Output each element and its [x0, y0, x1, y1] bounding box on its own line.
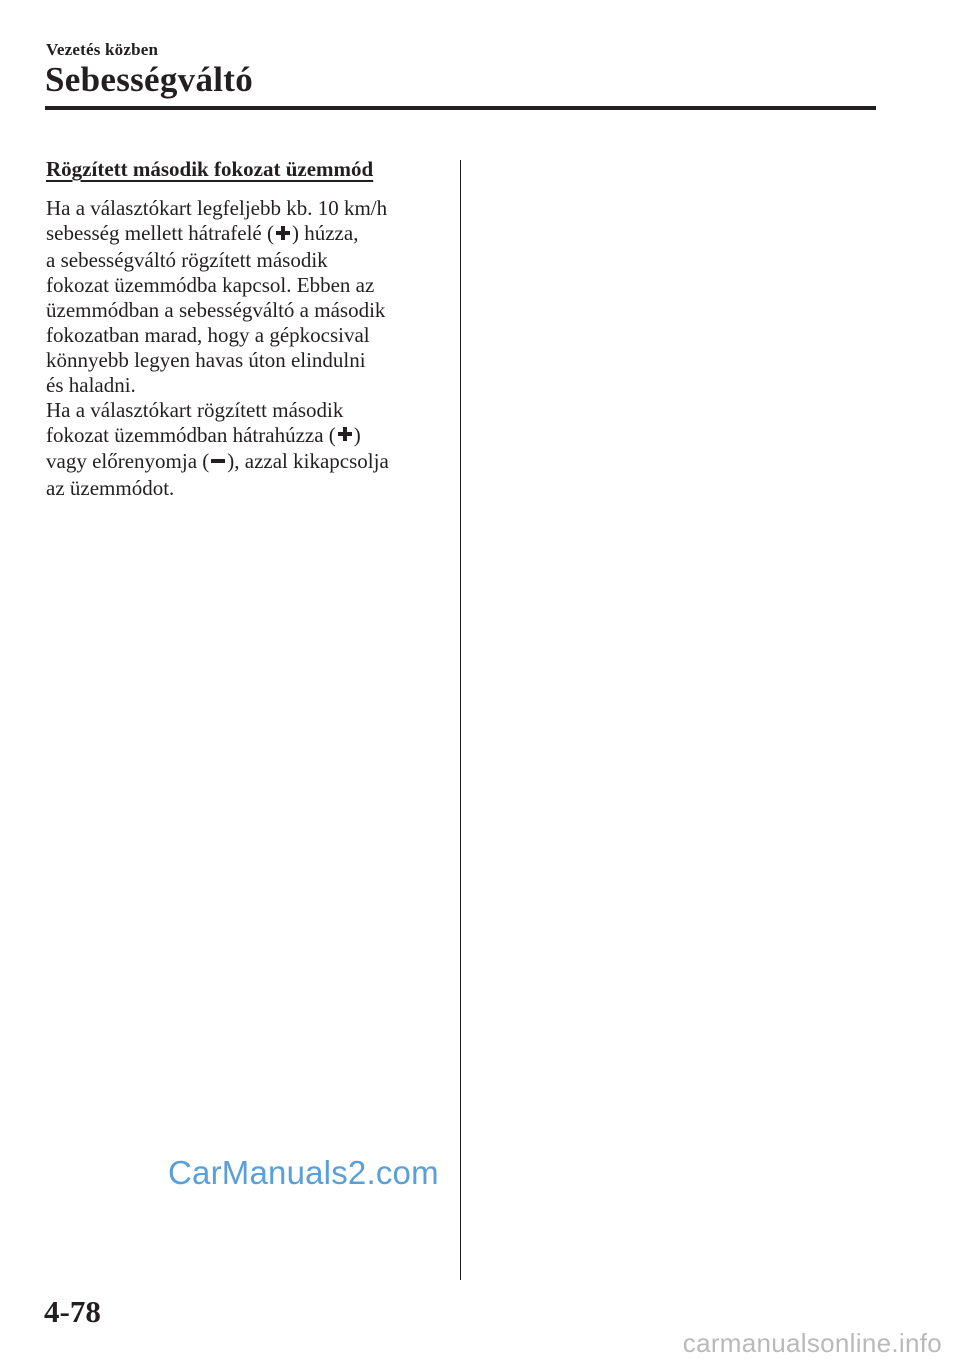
- chapter-title: Sebességváltó: [45, 60, 254, 99]
- line-text: vagy előrenyomja (: [46, 449, 210, 474]
- left-column: [46, 154, 446, 501]
- line-text: ) húzza,: [291, 221, 359, 245]
- body-line: könnyebb legyen havas úton elindulni: [46, 347, 366, 372]
- subheading: Rögzített második fokozat üzemmód: [46, 157, 374, 181]
- body-line: [46, 423, 446, 450]
- body-line: [46, 449, 446, 476]
- body-line: a sebességváltó rögzített második: [46, 247, 328, 272]
- watermark: CarManuals2.com: [168, 1154, 439, 1191]
- section-label: Vezetés közben: [46, 40, 159, 59]
- line-text: fokozat üzemmódban hátrahúzza (: [46, 422, 336, 447]
- plus-icon: [276, 221, 290, 246]
- title-rule: [45, 106, 876, 110]
- minus-icon: [211, 449, 225, 474]
- page-number: 4-78: [44, 1294, 101, 1329]
- plus-icon: [338, 422, 352, 447]
- body-line: Ha a választókart legfeljebb kb. 10 km/h: [46, 196, 388, 220]
- body-line: [46, 221, 446, 248]
- column-divider: [460, 160, 461, 1280]
- line-text: ): [353, 422, 361, 447]
- body-line: üzemmódban a sebességváltó a második: [46, 297, 386, 322]
- body-line: és haladni.: [46, 372, 136, 397]
- footer-site: carmanualsonline.info: [682, 1328, 942, 1358]
- body-line: fokozatban marad, hogy a gépkocsival: [46, 322, 370, 347]
- line-text: ), azzal kikapcsolja: [227, 449, 389, 474]
- body-line: fokozat üzemmódba kapcsol. Ebben az: [46, 272, 375, 297]
- body-line: Ha a választókart rögzített második: [46, 397, 344, 422]
- line-text: sebesség mellett hátrafelé (: [46, 221, 274, 245]
- body-line: az üzemmódot.: [46, 476, 175, 501]
